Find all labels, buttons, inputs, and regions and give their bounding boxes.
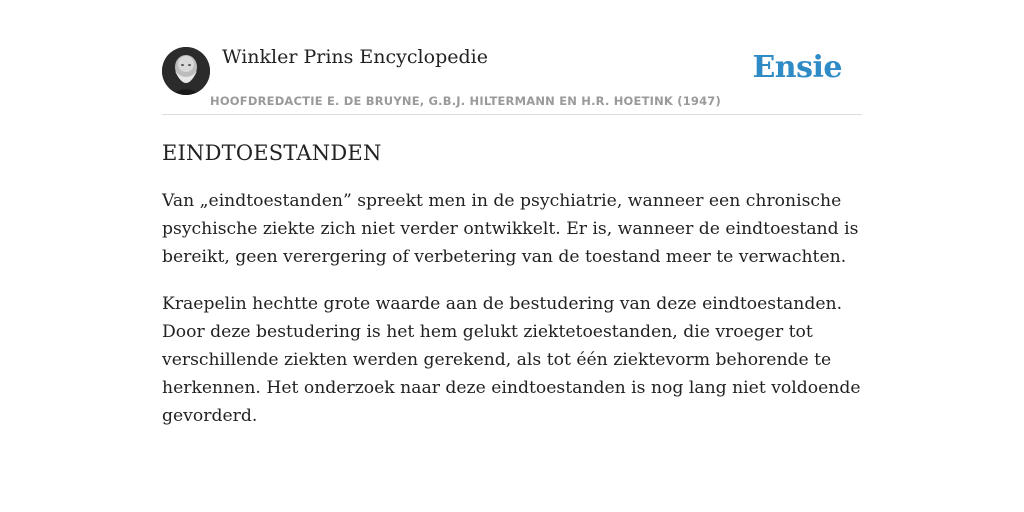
site-header bbox=[162, 46, 862, 115]
article-paragraph: Van „eindtoestanden” spreekt men in de psychiatrie, wanneer een chronische psychische ziekte zich niet verder ontwikkelt. Er is, wanneer de eindtoestand is bereikt, geen verergering of verbetering van de toestand meer te verwachten. bbox=[162, 191, 859, 267]
avatar[interactable] bbox=[162, 47, 210, 95]
site-title-link[interactable]: Winkler Prins Encyclopedie bbox=[222, 46, 488, 68]
page bbox=[162, 0, 862, 430]
article-paragraph: Kraepelin hechtte grote waarde aan de bestudering van deze eindtoestanden. Door deze bestudering is het hem gelukt ziektetoestanden, die vroeger tot verschillende ziekten werden gerekend, als tot één ziektevorm behorende te herkennen. Het onderzoek naar deze eindtoestanden is nog lang niet voldoende gevorderd. bbox=[162, 294, 861, 426]
bearded-man-portrait-icon bbox=[162, 47, 210, 95]
editors-subtitle: HOOFDREDACTIE E. DE BRUYNE, G.B.J. HILTERMANN EN H.R. HOETINK (1947) bbox=[210, 94, 721, 108]
ensie-logo-link[interactable]: Ensie bbox=[752, 50, 842, 85]
article-title: EINDTOESTANDEN bbox=[162, 141, 382, 165]
